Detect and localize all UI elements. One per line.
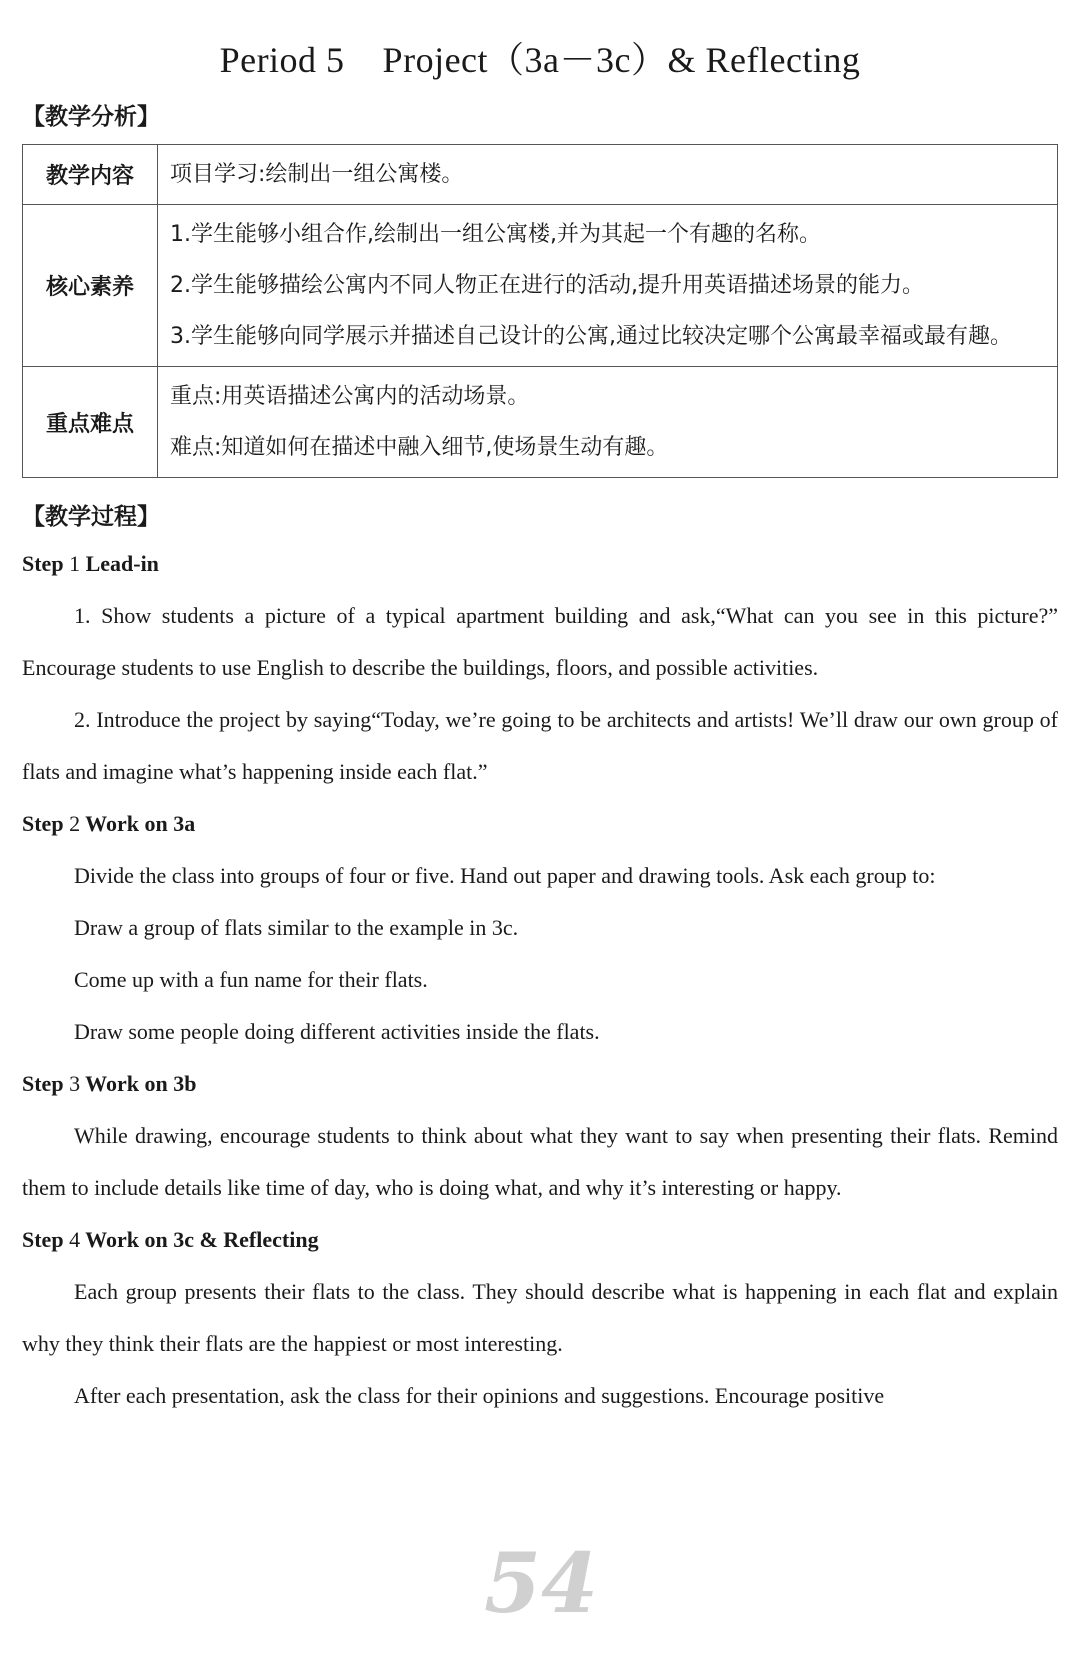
paragraph: After each presentation, ask the class for their opinions and suggestions. Encourage positive [74,1383,885,1408]
step-number: 3 [69,1071,81,1096]
step-title: Lead-in [85,551,159,576]
step-number: 4 [69,1227,81,1252]
item-number: 1. [170,222,191,247]
step-heading [22,1214,1058,1266]
step-label: Step [22,551,64,576]
content-label: 教学内容 [23,145,158,205]
step-heading [22,1058,1058,1110]
analysis-table [22,144,1058,478]
paragraph: While drawing, encourage students to think about what they want to say when presenting their flats. Remind them to include details like time of day, who is doing what, and why it’s interesting or happy. [22,1123,1058,1200]
list-item: 重点:用英语描述公寓内的活动场景。 [170,384,530,409]
step-label: Step [22,1071,64,1096]
table-row [23,145,1058,205]
list-item: 难点:知道如何在描述中融入细节,使场景生动有趣。 [170,435,669,460]
item-number: 2. [170,273,191,298]
step-label: Step [22,811,64,836]
list-item [170,311,1045,362]
step-title: Work on 3a [85,811,196,836]
step-number: 2 [69,811,81,836]
table-row [23,205,1058,367]
list-item [170,209,1045,260]
key-points [158,367,1058,478]
paragraph: 1. Show students a picture of a typical apartment building and ask,“What can you see in this picture?” Encourage students to use English to describe the buildings, floors, and possible activities. [22,603,1058,680]
analysis-heading: 【教学分析】 [22,104,160,130]
step-title: Work on 3b [85,1071,197,1096]
document-page [22,0,1058,1422]
process-heading: 【教学过程】 [22,504,160,530]
core-items [158,205,1058,367]
step-title: Work on 3c & Reflecting [85,1227,319,1252]
step-heading [22,798,1058,850]
paragraph: Divide the class into groups of four or five. Hand out paper and drawing tools. Ask each group to: [74,863,936,888]
list-item: Draw a group of flats similar to the example in 3c. [74,915,519,940]
step-heading [22,538,1058,590]
list-item: Come up with a fun name for their flats. [74,967,428,992]
paragraph: Each group presents their flats to the class. They should describe what is happening in each flat and explain why they think their flats are the happiest or most interesting. [22,1279,1058,1356]
content-text: 项目学习:绘制出一组公寓楼。 [158,145,1058,205]
item-text: 学生能够描绘公寓内不同人物正在进行的活动,提升用英语描述场景的能力。 [191,273,924,298]
item-text: 学生能够小组合作,绘制出一组公寓楼,并为其起一个有趣的名称。 [191,222,821,247]
list-item: Draw some people doing different activities inside the flats. [74,1019,600,1044]
step-number: 1 [69,551,81,576]
list-item [170,260,1045,311]
item-text: 学生能够向同学展示并描述自己设计的公寓,通过比较决定哪个公寓最幸福或最有趣。 [191,324,1012,349]
page-title: Period 5 Project（3a－3c）& Reflecting [219,40,861,80]
process-steps [22,538,1058,1422]
table-row [23,367,1058,478]
item-number: 3. [170,324,191,349]
page-number-watermark: 54 [484,1536,599,1632]
key-label: 重点难点 [23,367,158,478]
core-label: 核心素养 [23,205,158,367]
paragraph: 2. Introduce the project by saying“Today, we’re going to be architects and artists! We’ll draw our own group of flats and imagine what’s happening inside each flat.” [22,707,1058,784]
step-label: Step [22,1227,64,1252]
